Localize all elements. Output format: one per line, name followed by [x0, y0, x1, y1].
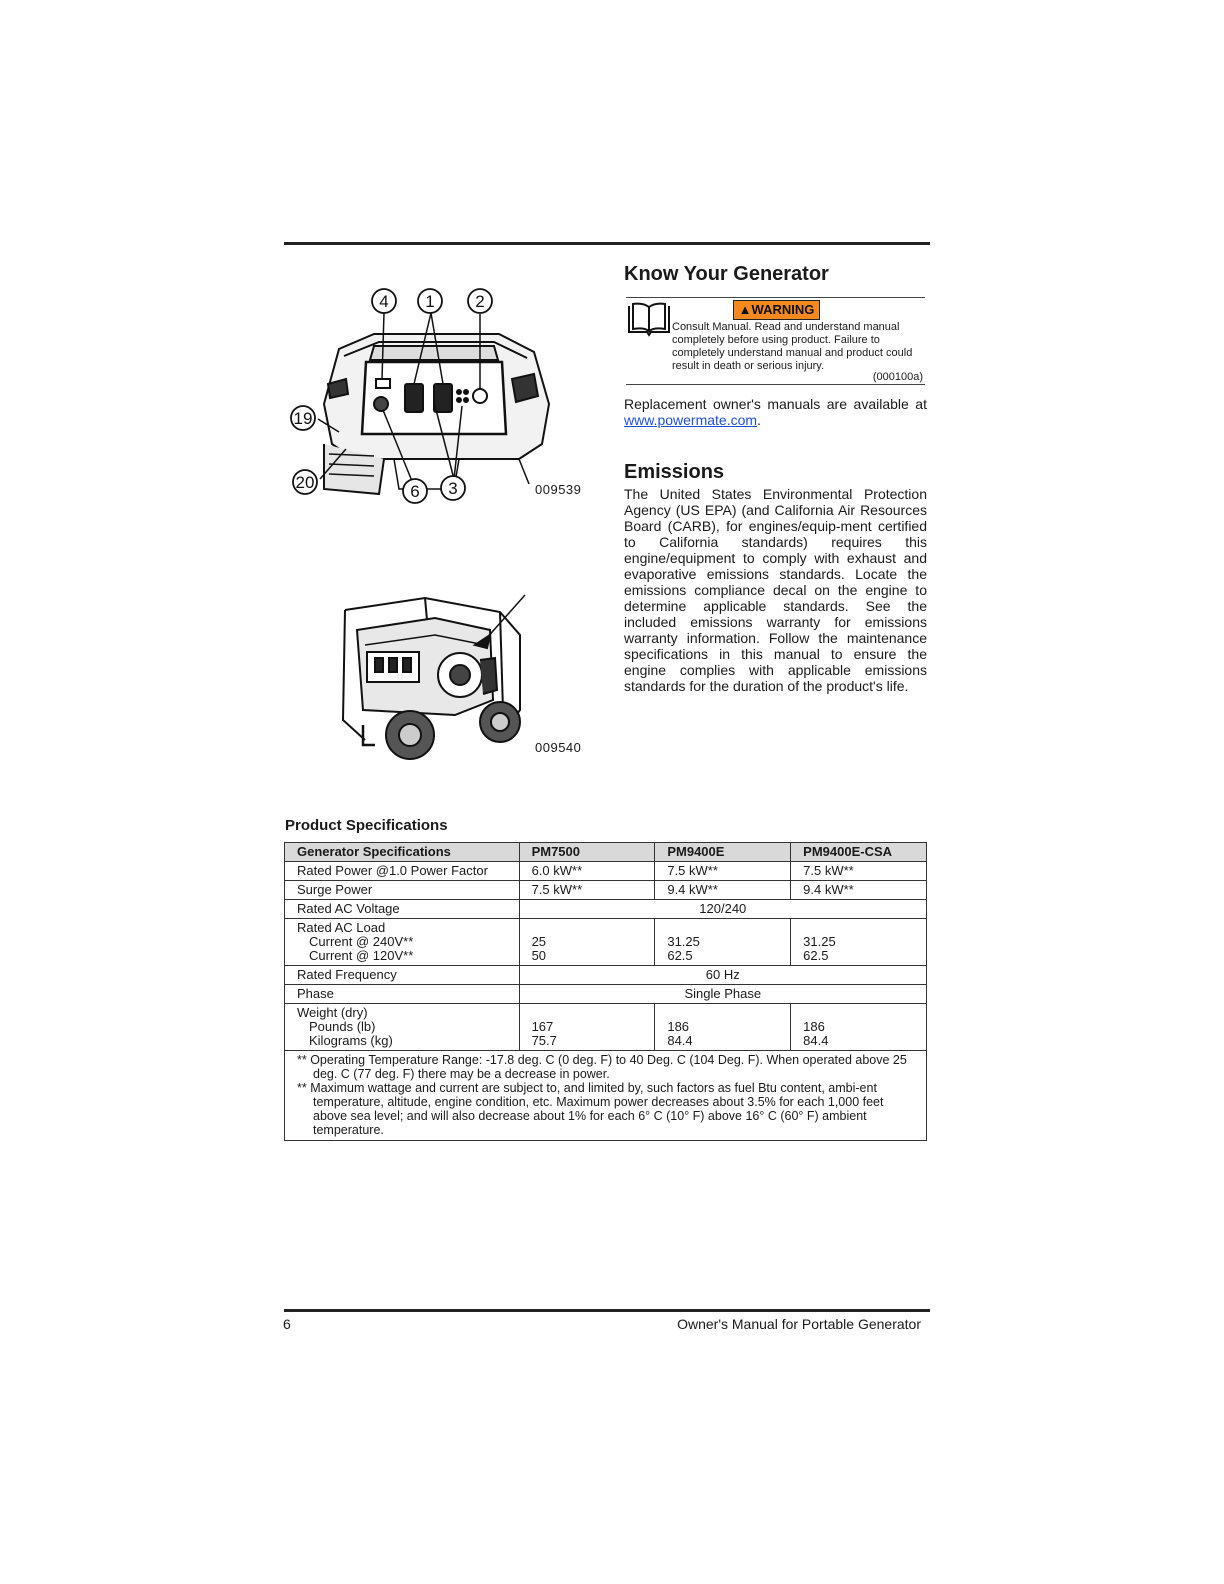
load-240-pm7500: 25 — [531, 934, 547, 949]
header-pm7500: PM7500 — [519, 843, 655, 862]
surge-power-pm9400e: 9.4 kW** — [655, 881, 791, 900]
rated-load-cell — [285, 919, 520, 966]
phase-label: Phase — [285, 985, 520, 1004]
table-row — [285, 966, 927, 985]
rated-load-pm9400e-csa — [791, 919, 927, 966]
rated-voltage-label: Rated AC Voltage — [285, 900, 520, 919]
rated-power-pm9400e-csa: 7.5 kW** — [791, 862, 927, 881]
table-row — [285, 985, 927, 1004]
rated-frequency-value: 60 Hz — [519, 966, 926, 985]
weight-lb-pm9400e: 186 — [667, 1019, 690, 1034]
manual-book-icon — [627, 302, 671, 338]
weight-lb-pm9400e-csa: 186 — [803, 1019, 825, 1034]
replacement-period: . — [757, 412, 761, 428]
callout-19: 19 — [293, 409, 313, 428]
table-row — [285, 900, 927, 919]
load-120-pm9400e: 62.5 — [667, 948, 693, 963]
callout-20: 20 — [295, 473, 315, 492]
table-row — [285, 881, 927, 900]
header-generator-specifications: Generator Specifications — [285, 843, 520, 862]
weight-pm9400e — [655, 1004, 791, 1051]
powermate-link[interactable]: www.powermate.com — [624, 412, 758, 428]
warning-label: WARNING — [751, 302, 815, 317]
spec-notes — [285, 1051, 927, 1141]
callout-4: 4 — [379, 292, 389, 311]
rated-power-label: Rated Power @1.0 Power Factor — [285, 862, 520, 881]
callout-1: 1 — [425, 292, 435, 311]
weight-cell — [285, 1004, 520, 1051]
surge-power-pm9400e-csa: 9.4 kW** — [791, 881, 927, 900]
generator-figure — [335, 590, 535, 765]
load-120-pm7500: 50 — [531, 948, 547, 963]
footer-title: Owner's Manual for Portable Generator — [677, 1316, 921, 1332]
replacement-text: Replacement owner's manuals are available at — [624, 396, 927, 412]
rated-load-240-label: Current @ 240V** — [309, 934, 414, 949]
page-number: 6 — [283, 1316, 291, 1332]
product-specifications-heading: Product Specifications — [285, 817, 448, 834]
table-row — [285, 1004, 927, 1051]
rated-load-label: Rated AC Load — [297, 920, 386, 935]
callout-2: 2 — [475, 292, 485, 311]
table-row — [285, 919, 927, 966]
control-panel-illustration — [284, 284, 554, 504]
weight-kg-label: Kilograms (kg) — [309, 1033, 393, 1048]
callout-6: 6 — [410, 482, 420, 501]
table-row — [285, 862, 927, 881]
note-maximum-wattage: ** Maximum wattage and current are subject to, and limited by, such factors as fuel Btu content, ambi-ent temperature, altitude, engine condition, etc. Maximum power decreases about 3.5% for each 1,000 feet above sea level; and will also decrease about 1% for each 6° C (10° F) above 16° C (60° F) ambient temperature. — [297, 1081, 884, 1137]
load-240-pm9400e: 31.25 — [667, 934, 700, 949]
spec-table — [284, 842, 927, 1141]
header-pm9400e-csa: PM9400E-CSA — [791, 843, 927, 862]
notes-row — [285, 1051, 927, 1141]
generator-illustration — [335, 590, 535, 765]
rated-load-pm7500 — [519, 919, 655, 966]
figure-2-id: 009540 — [535, 740, 582, 755]
load-120-pm9400e-csa: 62.5 — [803, 948, 829, 963]
warning-text: Consult Manual. Read and understand manual completely before using product. Failure to completely understand manual and product could result in death or serious injury. — [672, 321, 913, 372]
header-pm9400e: PM9400E — [655, 843, 791, 862]
warning-code: (000100a) — [872, 371, 923, 383]
rated-load-120-label: Current @ 120V** — [309, 948, 414, 963]
rated-load-pm9400e — [655, 919, 791, 966]
know-your-generator-heading: Know Your Generator — [624, 263, 829, 285]
rated-frequency-label: Rated Frequency — [285, 966, 520, 985]
replacement-paragraph — [624, 396, 927, 428]
callout-3: 3 — [448, 479, 458, 498]
rated-power-pm9400e: 7.5 kW** — [655, 862, 791, 881]
emissions-heading: Emissions — [624, 461, 725, 483]
note-operating-temperature: ** Operating Temperature Range: -17.8 deg. C (0 deg. F) to 40 Deg. C (104 Deg. F). When operated above 25 deg. C (77 deg. F) there may be a decrease in power. — [297, 1053, 907, 1081]
phase-value: Single Phase — [519, 985, 926, 1004]
control-panel-figure — [284, 284, 554, 504]
weight-kg-pm9400e-csa: 84.4 — [803, 1033, 829, 1048]
weight-lb-label: Pounds (lb) — [309, 1019, 376, 1034]
bottom-rule — [284, 1309, 930, 1312]
spec-header-row — [285, 843, 927, 862]
warning-triangle-icon: ▲ — [738, 302, 752, 317]
rated-power-pm7500: 6.0 kW** — [519, 862, 655, 881]
weight-pm7500 — [519, 1004, 655, 1051]
weight-label: Weight (dry) — [297, 1005, 368, 1020]
top-rule — [284, 242, 930, 245]
figure-1-id: 009539 — [535, 482, 582, 497]
load-240-pm9400e-csa: 31.25 — [803, 934, 836, 949]
warning-box — [626, 297, 925, 385]
rated-voltage-value: 120/240 — [519, 900, 926, 919]
weight-kg-pm9400e: 84.4 — [667, 1033, 693, 1048]
weight-kg-pm7500: 75.7 — [531, 1033, 557, 1048]
weight-lb-pm7500: 167 — [531, 1019, 554, 1034]
surge-power-label: Surge Power — [285, 881, 520, 900]
weight-pm9400e-csa — [791, 1004, 927, 1051]
warning-badge — [733, 300, 820, 320]
emissions-body: The United States Environmental Protection Agency (US EPA) (and California Air Resources Board (CARB), for engines/equip-ment certified to California standards) requires this engine/equipment to comply with exhaust and evaporative emissions standards. Locate the emissions compliance decal on the engine to determine applicable standards. See the included emissions warranty for emissions warranty information. Follow the maintenance specifications in this manual to ensure the engine complies with applicable emissions standards for the duration of the product's life. — [624, 486, 927, 694]
surge-power-pm7500: 7.5 kW** — [519, 881, 655, 900]
